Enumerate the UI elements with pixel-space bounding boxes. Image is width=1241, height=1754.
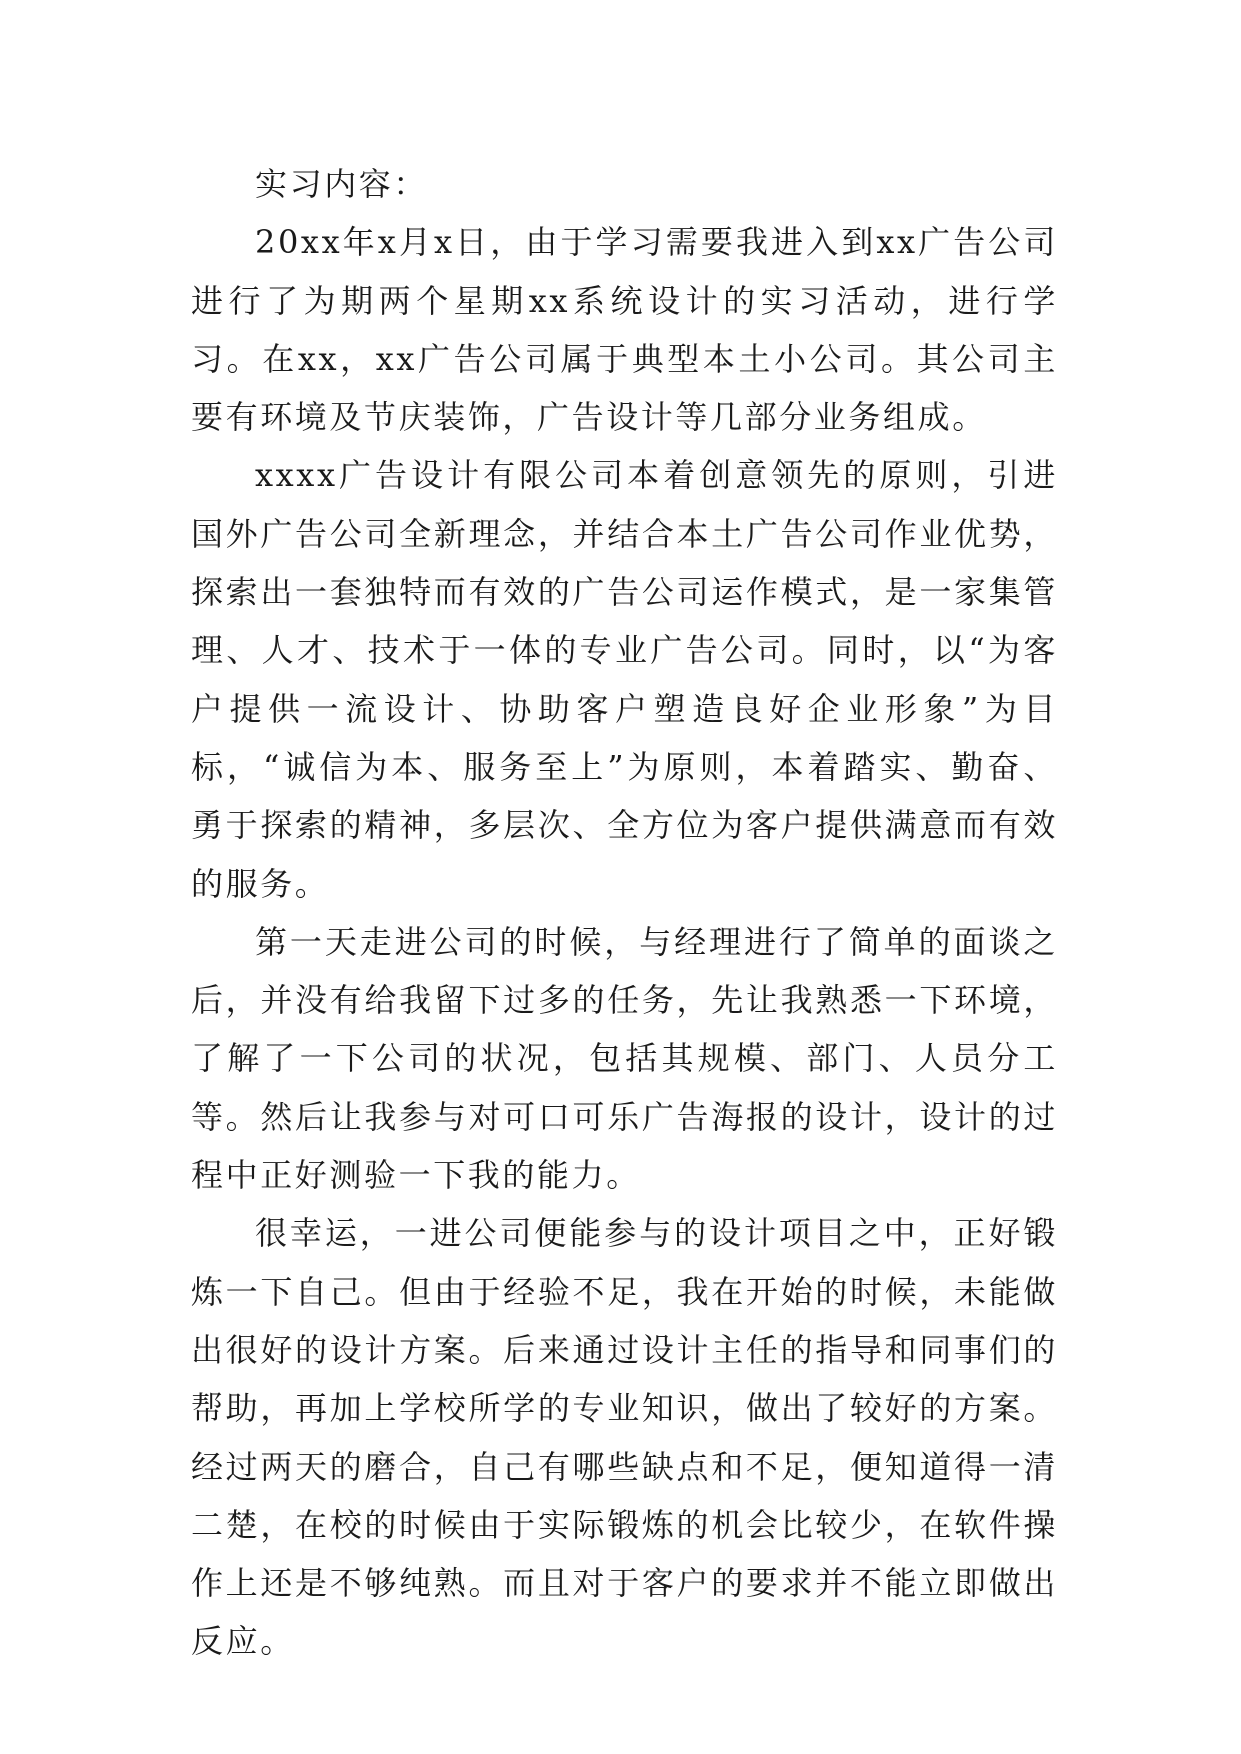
paragraph-3: 第一天走进公司的时候，与经理进行了简单的面谈之后，并没有给我留下过多的任务，先让我熟悉一下环境，了解了一下公司的状况，包括其规模、部门、人员分工等。然后让我参与对可口可乐广告海报的设计，设计的过程中正好测验一下我的能力。	[191, 922, 1058, 1195]
paragraph-1: 20xx年x月x日，由于学习需要我进入到xx广告公司进行了为期两个星期xx系统设计的实习活动，进行学习。在xx，xx广告公司属于典型本土小公司。其公司主要有环境及节庆装饰，广告设计等几部分业务组成。	[191, 223, 1058, 437]
paragraph-2: xxxx广告设计有限公司本着创意领先的原则，引进国外广告公司全新理念，并结合本土广告公司作业优势，探索出一套独特而有效的广告公司运作模式，是一家集管理、人才、技术于一体的专业广告公司。同时，以“为客户提供一流设计、协助客户塑造良好企业形象”为目标，“诚信为本、服务至上”为原则，本着踏实、勤奋、勇于探索的精神，多层次、全方位为客户提供满意而有效的服务。	[191, 456, 1058, 903]
section-heading: 实习内容：	[255, 165, 429, 203]
document-body	[191, 155, 1058, 1671]
paragraph-4: 很幸运，一进公司便能参与的设计项目之中，正好锻炼一下自己。但由于经验不足，我在开始的时候，未能做出很好的设计方案。后来通过设计主任的指导和同事们的帮助，再加上学校所学的专业知识，做出了较好的方案。经过两天的磨合，自己有哪些缺点和不足，便知道得一清二楚，在校的时候由于实际锻炼的机会比较少，在软件操作上还是不够纯熟。而且对于客户的要求并不能立即做出反应。	[191, 1214, 1058, 1661]
